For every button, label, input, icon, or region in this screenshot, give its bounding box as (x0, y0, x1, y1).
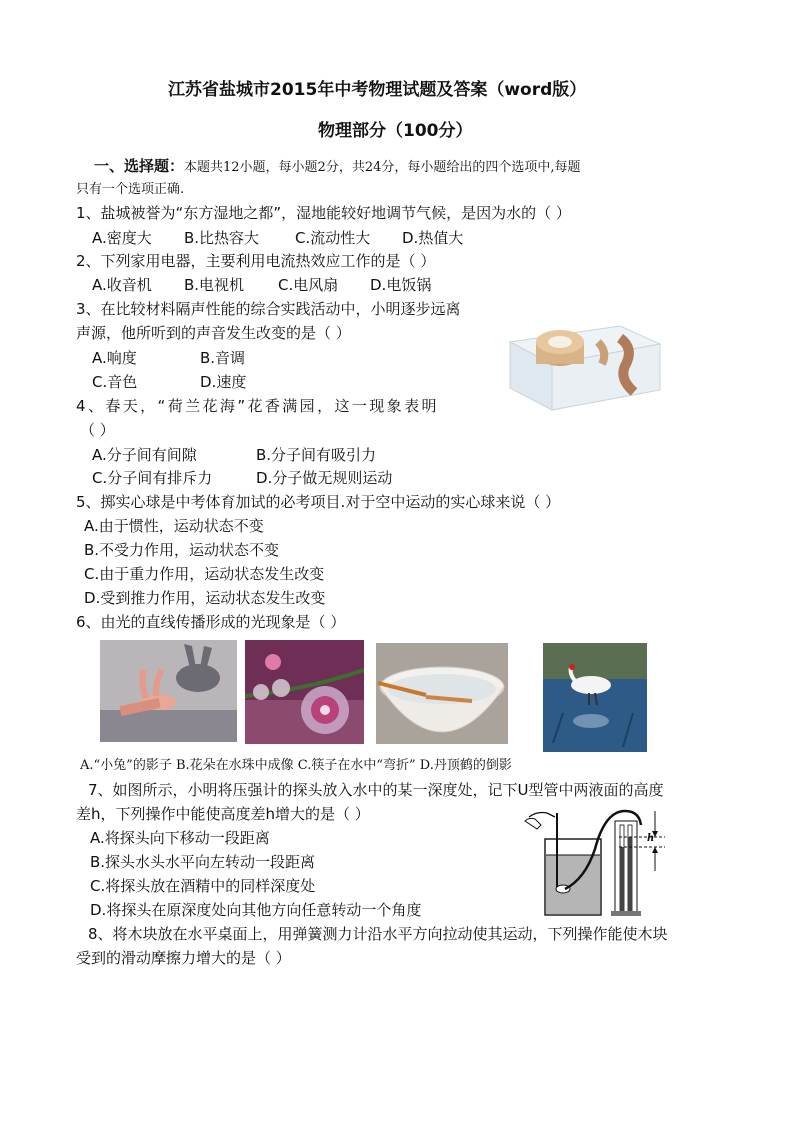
q7-option-a: A.将探头向下移动一段距离 (90, 829, 270, 847)
section-intro-text: 本题共12小题，每小题2分，共24分，每小题给出的四个选项中,每题 (184, 160, 581, 175)
q3-option-d: D.速度 (200, 373, 247, 391)
q7-option-c: C.将探头放在酒精中的同样深度处 (90, 877, 316, 895)
water-droplet-flower-photo (245, 640, 364, 744)
question-8-stem: 8、将木块放在水平桌面上，用弹簧测力计沿水平方向拉动使其运动，下列操作能使木块 (88, 925, 668, 943)
q1-option-d: D.热值大 (402, 229, 464, 247)
q7-option-d: D.将探头在原深度处向其他方向任意转动一个角度 (90, 901, 422, 919)
q3-option-b: B.音调 (200, 349, 246, 367)
page-subtitle: 物理部分（100分） (318, 121, 473, 141)
q2-option-a: A.收音机 (92, 276, 152, 294)
q2-option-d: D.电饭锅 (370, 276, 432, 294)
crane-reflection-photo (543, 643, 647, 752)
q2-option-b: B.电视机 (184, 276, 245, 294)
question-1-stem: 1、盐城被誉为“东方湿地之都”，湿地能较好地调节气候，是因为水的（ ） (76, 204, 571, 222)
q4-option-c: C.分子间有排斥力 (92, 469, 213, 487)
q5-option-b: B.不受力作用，运动状态不变 (84, 541, 280, 559)
page-title: 江苏省盐城市2015年中考物理试题及答案（word版） (168, 80, 587, 100)
rabbit-shadow-photo (100, 640, 237, 742)
question-4-stem-2: （ ） (80, 421, 115, 439)
question-6-captions: A.“小兔”的影子 B.花朵在水珠中成像 C.筷子在水中“弯折” D.丹顶鹤的倒影 (80, 758, 512, 773)
q3-option-a: A.响度 (92, 349, 137, 367)
question-6-stem: 6、由光的直线传播形成的光现象是（ ） (76, 613, 346, 631)
q2-option-c: C.电风扇 (278, 276, 339, 294)
question-4-stem: 4、春天，“荷兰花海”花香满园，这一现象表明 (76, 397, 439, 415)
question-3-stem-2: 声源，他所听到的声音发生改变的是（ ） (76, 324, 351, 342)
q4-option-a: A.分子间有间隙 (92, 446, 197, 464)
question-8-stem-2: 受到的滑动摩擦力增大的是（ ） (76, 949, 291, 967)
q1-option-a: A.密度大 (92, 229, 152, 247)
q4-option-b: B.分子间有吸引力 (256, 446, 377, 464)
q4-option-d: D.分子做无规则运动 (256, 469, 393, 487)
pressure-gauge-figure (515, 803, 675, 917)
q1-option-c: C.流动性大 (295, 229, 371, 247)
q5-option-c: C.由于重力作用，运动状态发生改变 (84, 565, 325, 583)
section-heading: 一、选择题： (94, 157, 185, 175)
question-7-stem-2: 差h，下列操作中能使高度差h增大的是（ ） (76, 805, 370, 823)
q1-option-b: B.比热容大 (184, 229, 260, 247)
section-intro-text-2: 只有一个选项正确. (76, 182, 185, 197)
q5-option-d: D.受到推力作用，运动状态发生改变 (84, 589, 326, 607)
chopstick-in-water-photo (376, 643, 508, 744)
question-2-stem: 2、下列家用电器，主要利用电流热效应工作的是（ ） (76, 252, 436, 270)
height-difference-label: h (647, 833, 655, 844)
question-5-stem: 5、掷实心球是中考体育加试的必考项目.对于空中运动的实心球来说（ ） (76, 493, 561, 511)
question-7-stem: 7、如图所示，小明将压强计的探头放入水中的某一深度处，记下U型管中两液面的高度 (88, 781, 664, 799)
q3-option-c: C.音色 (92, 373, 138, 391)
q7-option-b: B.探头水头水平向左转动一段距离 (90, 853, 316, 871)
sound-insulation-box-figure (500, 312, 666, 416)
q5-option-a: A.由于惯性，运动状态不变 (84, 517, 264, 535)
section-intro (94, 156, 581, 178)
question-3-stem: 3、在比较材料隔声性能的综合实践活动中，小明逐步远离 (76, 300, 461, 318)
